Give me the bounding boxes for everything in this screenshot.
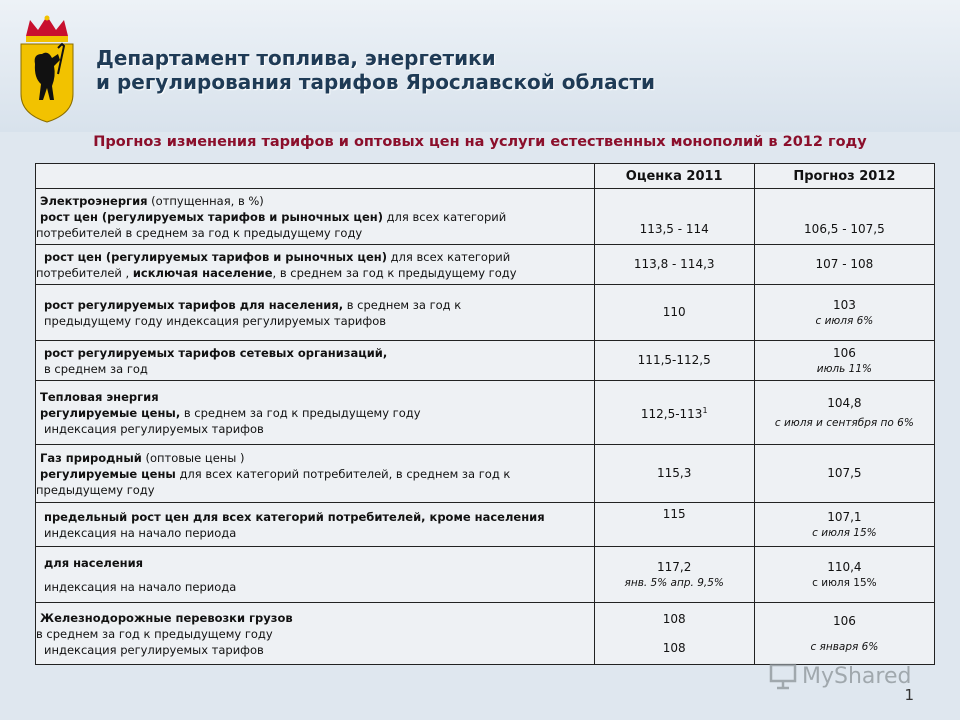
- desc-text: (оптовые цены ): [141, 450, 245, 465]
- desc-text: индексация регулируемых тарифов: [44, 642, 264, 657]
- desc-line: [36, 466, 594, 482]
- estimate-value: 108: [662, 611, 686, 626]
- estimate-value: 115,3: [657, 466, 692, 480]
- row-description: [36, 381, 595, 445]
- department-title: [96, 46, 655, 94]
- forecast-sub: с июля 15%: [812, 576, 877, 589]
- row-description: [36, 245, 595, 285]
- row-description: [36, 503, 595, 547]
- forecast-value-cell: [754, 285, 934, 341]
- page-number: 1: [904, 686, 914, 704]
- desc-bold: предельный рост цен для всех категорий потребителей, кроме населения: [44, 509, 545, 524]
- row-description: [36, 189, 595, 245]
- desc-bold: регулируемые цены,: [40, 405, 181, 420]
- forecast-value-cell: [754, 245, 934, 285]
- row-description: [36, 341, 595, 381]
- desc-line: [36, 626, 594, 642]
- department-title-line-2: и регулирования тарифов Ярославской области: [96, 70, 656, 94]
- desc-line: [36, 482, 594, 498]
- desc-bold: рост цен (регулируемых тарифов и рыночных цен): [44, 249, 387, 264]
- header-blank-cell: [36, 164, 595, 189]
- desc-line: [36, 421, 594, 437]
- estimate-value-cell: [594, 381, 754, 445]
- desc-text: в среднем за год к предыдущему году: [180, 405, 421, 420]
- desc-text: в среднем за год к предыдущему году: [36, 626, 273, 641]
- forecast-value: 104,8: [827, 395, 862, 410]
- desc-line: [36, 450, 594, 466]
- table-row: [36, 445, 935, 503]
- estimate-value: [595, 402, 754, 423]
- estimate-value-cell: [594, 189, 754, 245]
- desc-text: потребителей в среднем за год к предыдущему году: [36, 225, 363, 240]
- desc-bold: Электроэнергия: [40, 193, 148, 208]
- watermark: [768, 658, 911, 694]
- table-row: [36, 381, 935, 445]
- forecast-value-cell: [754, 547, 934, 603]
- footnote-marker: 1: [702, 406, 708, 415]
- desc-text: в среднем за год к: [343, 297, 462, 312]
- desc-text: (отпущенная, в %): [147, 193, 264, 208]
- estimate-value-cell: [594, 603, 754, 665]
- table-row: [36, 285, 935, 341]
- desc-text: индексация на начало периода: [44, 579, 237, 594]
- desc-line: [36, 345, 594, 361]
- table-row: [36, 503, 935, 547]
- forecast-value: 107,1: [827, 509, 862, 524]
- desc-line: [36, 579, 594, 595]
- desc-line: [36, 642, 594, 658]
- header-estimate-2011: Оценка 2011: [594, 164, 754, 189]
- desc-line: [36, 225, 594, 241]
- desc-bold: рост регулируемых тарифов сетевых организаций,: [44, 345, 388, 360]
- table-row: [36, 189, 935, 245]
- desc-text: , в среднем за год к предыдущему году: [272, 265, 517, 280]
- watermark-text: MyShared: [802, 663, 912, 689]
- forecast-value: 106: [832, 613, 856, 628]
- forecast-value-cell: [754, 445, 934, 503]
- estimate-value: 111,5-112,5: [637, 353, 711, 367]
- forecast-note: с июля 15%: [812, 526, 877, 539]
- forecast-note: с января 6%: [810, 640, 879, 653]
- yaroslavl-coat-of-arms-icon: [18, 14, 76, 124]
- desc-line: [36, 249, 594, 265]
- estimate-value: 117,2: [657, 559, 692, 574]
- forecast-value-cell: [754, 503, 934, 547]
- desc-text: для всех категорий: [382, 209, 507, 224]
- forecast-note: с июля и сентября по 6%: [774, 416, 914, 429]
- estimate-value-text: 112,5-113: [640, 407, 703, 421]
- desc-line: [36, 389, 594, 405]
- desc-line: [36, 555, 594, 571]
- estimate-value-cell: [594, 503, 754, 547]
- forecast-value: 103: [832, 297, 856, 312]
- presentation-icon: [768, 661, 798, 691]
- estimate-value-cell: [594, 547, 754, 603]
- desc-bold: Газ природный: [40, 450, 142, 465]
- tariff-forecast-table: [35, 163, 935, 665]
- desc-line: [36, 209, 594, 225]
- desc-line: [36, 297, 594, 313]
- estimate-value-cell: [594, 445, 754, 503]
- desc-line: [36, 193, 594, 209]
- estimate-value-cell: [594, 285, 754, 341]
- estimate-value-secondary: 108: [662, 640, 686, 655]
- forecast-note: июль 11%: [816, 362, 873, 375]
- forecast-value-cell: [754, 381, 934, 445]
- desc-bold: для населения: [44, 555, 144, 570]
- desc-line: [36, 509, 594, 525]
- desc-line: [36, 313, 594, 329]
- estimate-value-cell: [594, 341, 754, 381]
- desc-line: [36, 525, 594, 541]
- estimate-note: янв. 5% апр. 9,5%: [624, 576, 724, 589]
- desc-bold: регулируемые цены: [40, 466, 176, 481]
- desc-bold: исключая население: [132, 265, 273, 280]
- forecast-value-cell: [754, 341, 934, 381]
- table-row: [36, 547, 935, 603]
- forecast-value: 107,5: [827, 466, 862, 480]
- forecast-value-cell: [754, 189, 934, 245]
- desc-text: в среднем за год: [44, 361, 148, 376]
- desc-text: предыдущему году индексация регулируемых тарифов: [44, 313, 387, 328]
- header-forecast-2012: Прогноз 2012: [754, 164, 934, 189]
- forecast-value: 110,4: [827, 559, 862, 574]
- desc-text: для всех категорий: [386, 249, 511, 264]
- forecast-note: с июля 6%: [815, 314, 874, 327]
- table-row: [36, 603, 935, 665]
- slide-title: Прогноз изменения тарифов и оптовых цен на услуги естественных монополий в 2012 году: [93, 134, 867, 150]
- desc-text: для всех категорий потребителей, в среднем за год к: [175, 466, 511, 481]
- estimate-value: 110: [662, 305, 686, 319]
- desc-line: [36, 265, 594, 281]
- desc-text: предыдущему году: [36, 482, 155, 497]
- forecast-value: 107 - 108: [815, 257, 874, 271]
- desc-text: потребителей ,: [36, 265, 133, 280]
- department-title-line-1: Департамент топлива, энергетики: [96, 46, 496, 70]
- estimate-value: 113,5 - 114: [639, 222, 709, 236]
- row-description: [36, 603, 595, 665]
- row-description: [36, 445, 595, 503]
- forecast-value: 106: [832, 345, 856, 360]
- forecast-value-cell: [754, 603, 934, 665]
- row-description: [36, 285, 595, 341]
- row-description: [36, 547, 595, 603]
- desc-line: [36, 361, 594, 377]
- desc-bold: рост цен (регулируемых тарифов и рыночных цен): [40, 209, 383, 224]
- desc-text: индексация регулируемых тарифов: [44, 421, 264, 436]
- desc-line: [36, 610, 594, 626]
- table-header-row: [36, 164, 935, 189]
- estimate-value: 113,8 - 114,3: [633, 257, 715, 271]
- table-row: [36, 245, 935, 285]
- desc-line: [36, 405, 594, 421]
- desc-text: индексация на начало периода: [44, 525, 237, 540]
- forecast-value: 106,5 - 107,5: [804, 222, 885, 236]
- estimate-value: 115: [662, 507, 686, 521]
- desc-bold: рост регулируемых тарифов для населения,: [44, 297, 344, 312]
- desc-bold: Тепловая энергия: [40, 389, 159, 404]
- desc-bold: Железнодорожные перевозки грузов: [40, 610, 293, 625]
- table-row: [36, 341, 935, 381]
- estimate-value-cell: [594, 245, 754, 285]
